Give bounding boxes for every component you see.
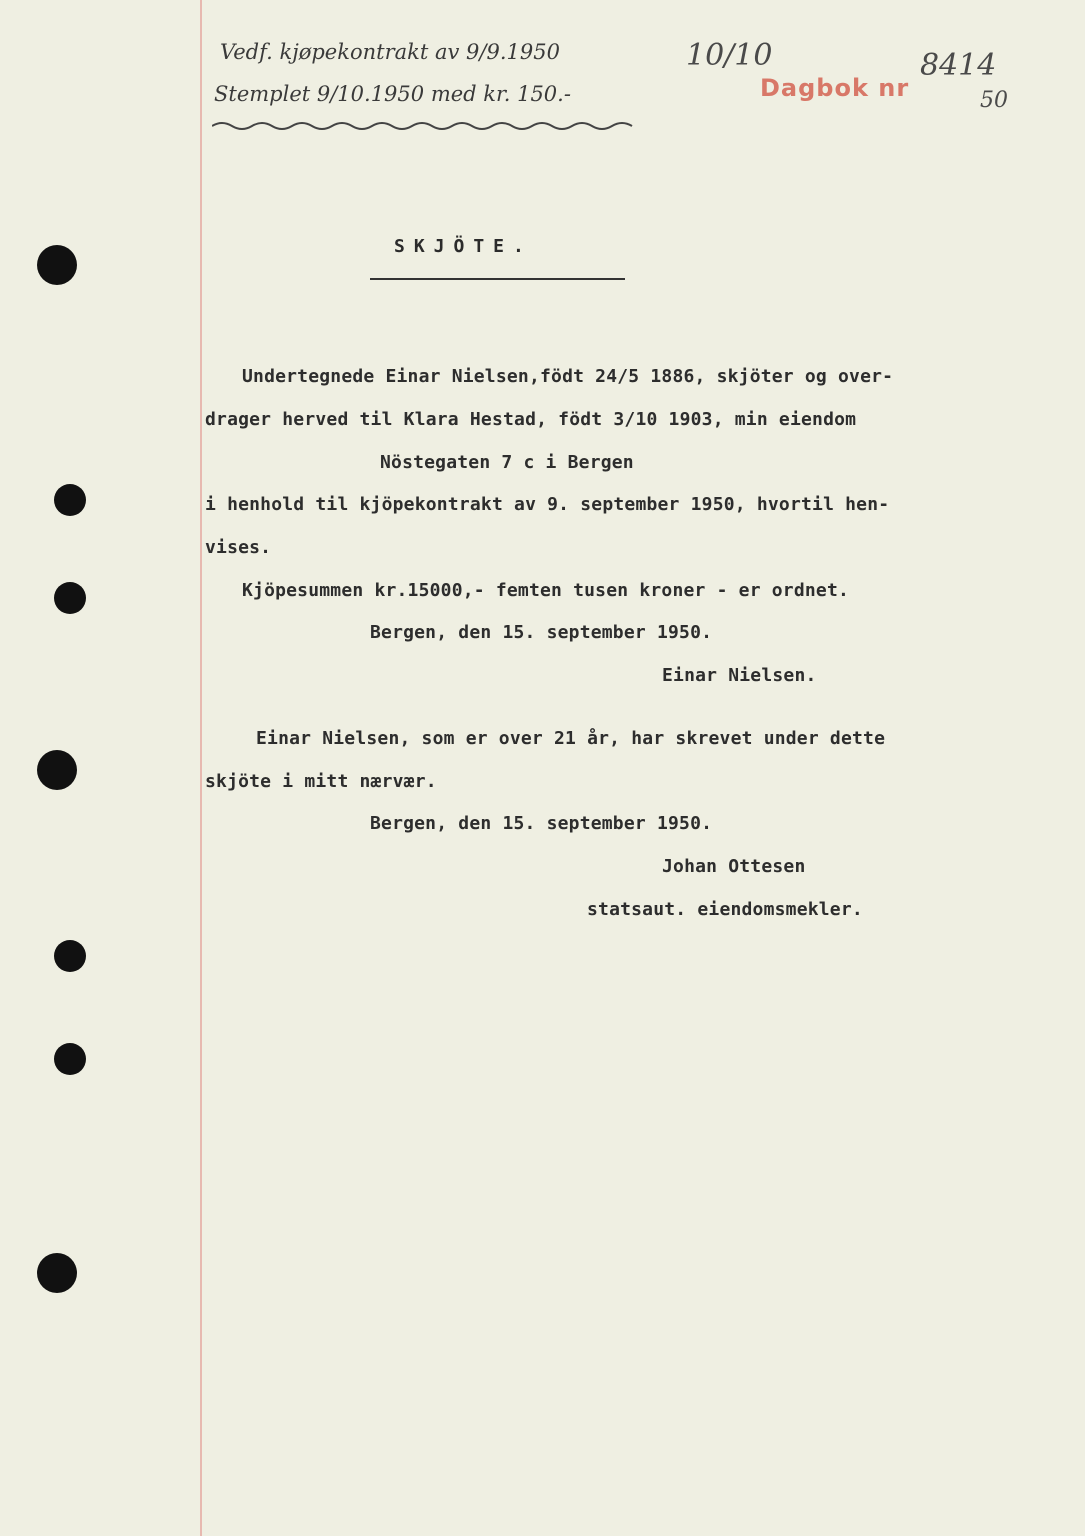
text-line: Bergen, den 15. september 1950. bbox=[370, 622, 713, 643]
witness-title: statsaut. eiendomsmekler. bbox=[587, 899, 863, 920]
punch-hole bbox=[37, 1253, 77, 1293]
signature-name: Einar Nielsen. bbox=[662, 665, 817, 686]
punch-hole bbox=[37, 750, 77, 790]
margin-note-line-1: Vedf. kjøpekontrakt av 9/9.1950 bbox=[220, 40, 560, 64]
document-title: SKJÖTE. bbox=[394, 236, 533, 257]
text-line: Undertegnede Einar Nielsen,födt 24/5 1886, skjöter og over- bbox=[242, 366, 894, 387]
text-line: Nöstegaten 7 c i Bergen bbox=[380, 452, 634, 473]
dagbok-year: 50 bbox=[980, 88, 1008, 113]
text-line: i henhold til kjöpekontrakt av 9. september 1950, hvortil hen- bbox=[205, 494, 890, 515]
punch-hole bbox=[54, 484, 86, 516]
punch-hole bbox=[54, 582, 86, 614]
punch-hole bbox=[54, 940, 86, 972]
stamp-date: 10/10 bbox=[686, 38, 773, 73]
text-line: skjöte i mitt nærvær. bbox=[205, 771, 437, 792]
wavy-underline bbox=[212, 118, 642, 134]
witness-name: Johan Ottesen bbox=[662, 856, 806, 877]
punch-hole bbox=[54, 1043, 86, 1075]
title-underline bbox=[370, 278, 625, 280]
text-line: Einar Nielsen, som er over 21 år, har skrevet under dette bbox=[256, 728, 886, 749]
text-line: drager herved til Klara Hestad, födt 3/10 1903, min eiendom bbox=[205, 409, 857, 430]
text-line: Kjöpesummen kr.15000,- femten tusen kroner - er ordnet. bbox=[242, 580, 850, 601]
punch-hole bbox=[37, 245, 77, 285]
margin-note-line-2: Stemplet 9/10.1950 med kr. 150.- bbox=[214, 82, 571, 106]
dagbok-number: 8414 bbox=[920, 48, 997, 83]
dagbok-stamp: Dagbok nr bbox=[760, 74, 910, 102]
text-line: Bergen, den 15. september 1950. bbox=[370, 813, 713, 834]
margin-line bbox=[200, 0, 202, 1536]
text-line: vises. bbox=[205, 537, 272, 558]
